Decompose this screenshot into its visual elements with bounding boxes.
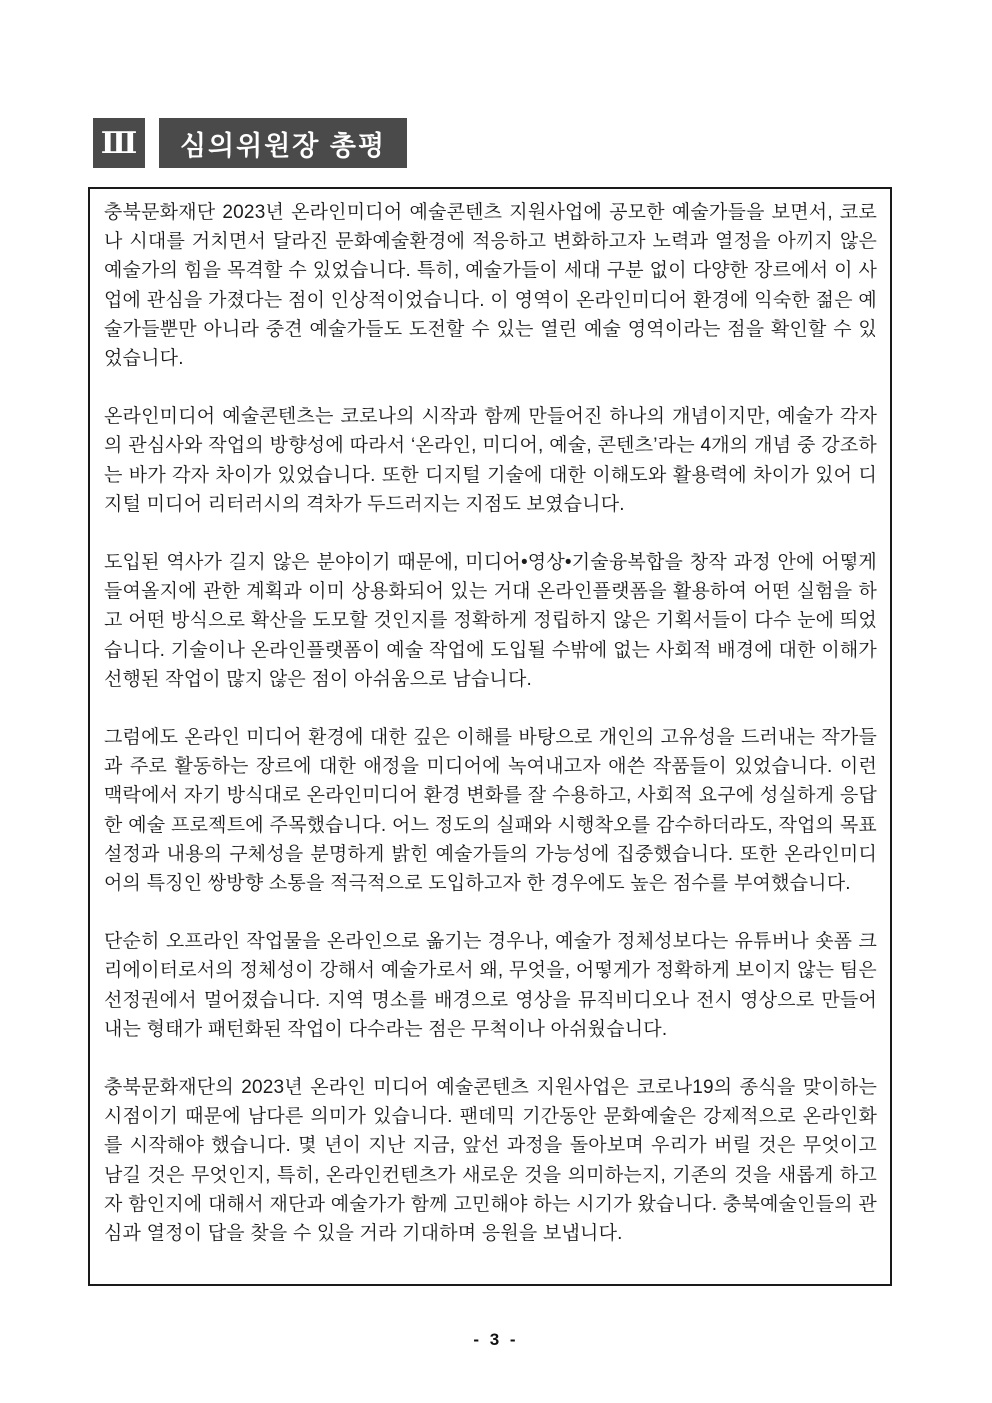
summary-paragraph: 온라인미디어 예술콘텐츠는 코로나의 시작과 함께 만들어진 하나의 개념이지만, 예술가 각자의 관심사와 작업의 방향성에 따라서 ‘온라인, 미디어, 예술, 콘텐츠’라는 4개의 개념 중 강조하는 바가 각자 차이가 있었습니다. 또한 디지털 기술에 대한 이해도와 활용력에 차이가 있어 디지털 미디어 리터러시의 격차가 두드러지는 지점도 보였습니다. (104, 406, 877, 515)
page-number: - 3 - (473, 1330, 519, 1349)
summary-paragraph: 도입된 역사가 길지 않은 분야이기 때문에, 미디어•영상•기술융복합을 창작 과정 안에 어떻게 들여올지에 관한 계획과 이미 상용화되어 있는 거대 온라인플랫폼을 활용하여 어떤 실험을 하고 어떤 방식으로 확산을 도모할 것인지를 정확하게 정립하지 않은 기획서들이 다수 눈에 띄었습니다. 기술이나 온라인플랫폼이 예술 작업에 도입될 수밖에 없는 사회적 배경에 대한 이해가 선행된 작업이 많지 않은 점이 아쉬움으로 남습니다. (104, 552, 877, 690)
section-header (93, 118, 407, 168)
summary-paragraph: 단순히 오프라인 작업물을 온라인으로 옮기는 경우나, 예술가 정체성보다는 유튜버나 숏폼 크리에이터로서의 정체성이 강해서 예술가로서 왜, 무엇을, 어떻게가 정확하게 보이지 않는 팀은 선정권에서 멀어졌습니다. 지역 명소를 배경으로 영상을 뮤직비디오나 전시 영상으로 만들어내는 형태가 패턴화된 작업이 다수라는 점은 무척이나 아쉬웠습니다. (104, 931, 877, 1040)
summary-text-box (88, 187, 892, 1286)
section-number-badge: Ⅲ (93, 118, 145, 168)
section-title: 심의위원장 총평 (159, 118, 407, 168)
summary-paragraph: 그럼에도 온라인 미디어 환경에 대한 깊은 이해를 바탕으로 개인의 고유성을 드러내는 작가들과 주로 활동하는 장르에 대한 애정을 미디어에 녹여내고자 애쓴 작품들이 있었습니다. 이런 맥락에서 자기 방식대로 온라인미디어 환경 변화를 잘 수용하고, 사회적 요구에 성실하게 응답한 예술 프로젝트에 주목했습니다. 어느 정도의 실패와 시행착오를 감수하더라도, 작업의 목표 설정과 내용의 구체성을 분명하게 밝힌 예술가들의 가능성에 집중했습니다. 또한 온라인미디어의 특징인 쌍방향 소통을 적극적으로 도입하고자 한 경우에도 높은 점수를 부여했습니다. (104, 727, 877, 895)
summary-paragraph: 충북문화재단 2023년 온라인미디어 예술콘텐츠 지원사업에 공모한 예술가들을 보면서, 코로나 시대를 거치면서 달라진 문화예술환경에 적응하고 변화하고자 노력과 열정을 아끼지 않은 예술가의 힘을 목격할 수 있었습니다. 특히, 예술가들이 세대 구분 없이 다양한 장르에서 이 사업에 관심을 가졌다는 점이 인상적이었습니다. 이 영역이 온라인미디어 환경에 익숙한 젊은 예술가들뿐만 아니라 중견 예술가들도 도전할 수 있는 열린 예술 영역이라는 점을 확인할 수 있었습니다. (104, 202, 877, 370)
summary-paragraph: 충북문화재단의 2023년 온라인 미디어 예술콘텐츠 지원사업은 코로나19의 종식을 맞이하는 시점이기 때문에 남다른 의미가 있습니다. 팬데믹 기간동안 문화예술은 강제적으로 온라인화를 시작해야 했습니다. 몇 년이 지난 지금, 앞선 과정을 돌아보며 우리가 버릴 것은 무엇이고 남길 것은 무엇인지, 특히, 온라인컨텐츠가 새로운 것을 의미하는지, 기존의 것을 새롭게 하고자 함인지에 대해서 재단과 예술가가 함께 고민해야 하는 시기가 왔습니다. 충북예술인들의 관심과 열정이 답을 찾을 수 있을 거라 기대하며 응원을 보냅니다. (104, 1077, 877, 1245)
